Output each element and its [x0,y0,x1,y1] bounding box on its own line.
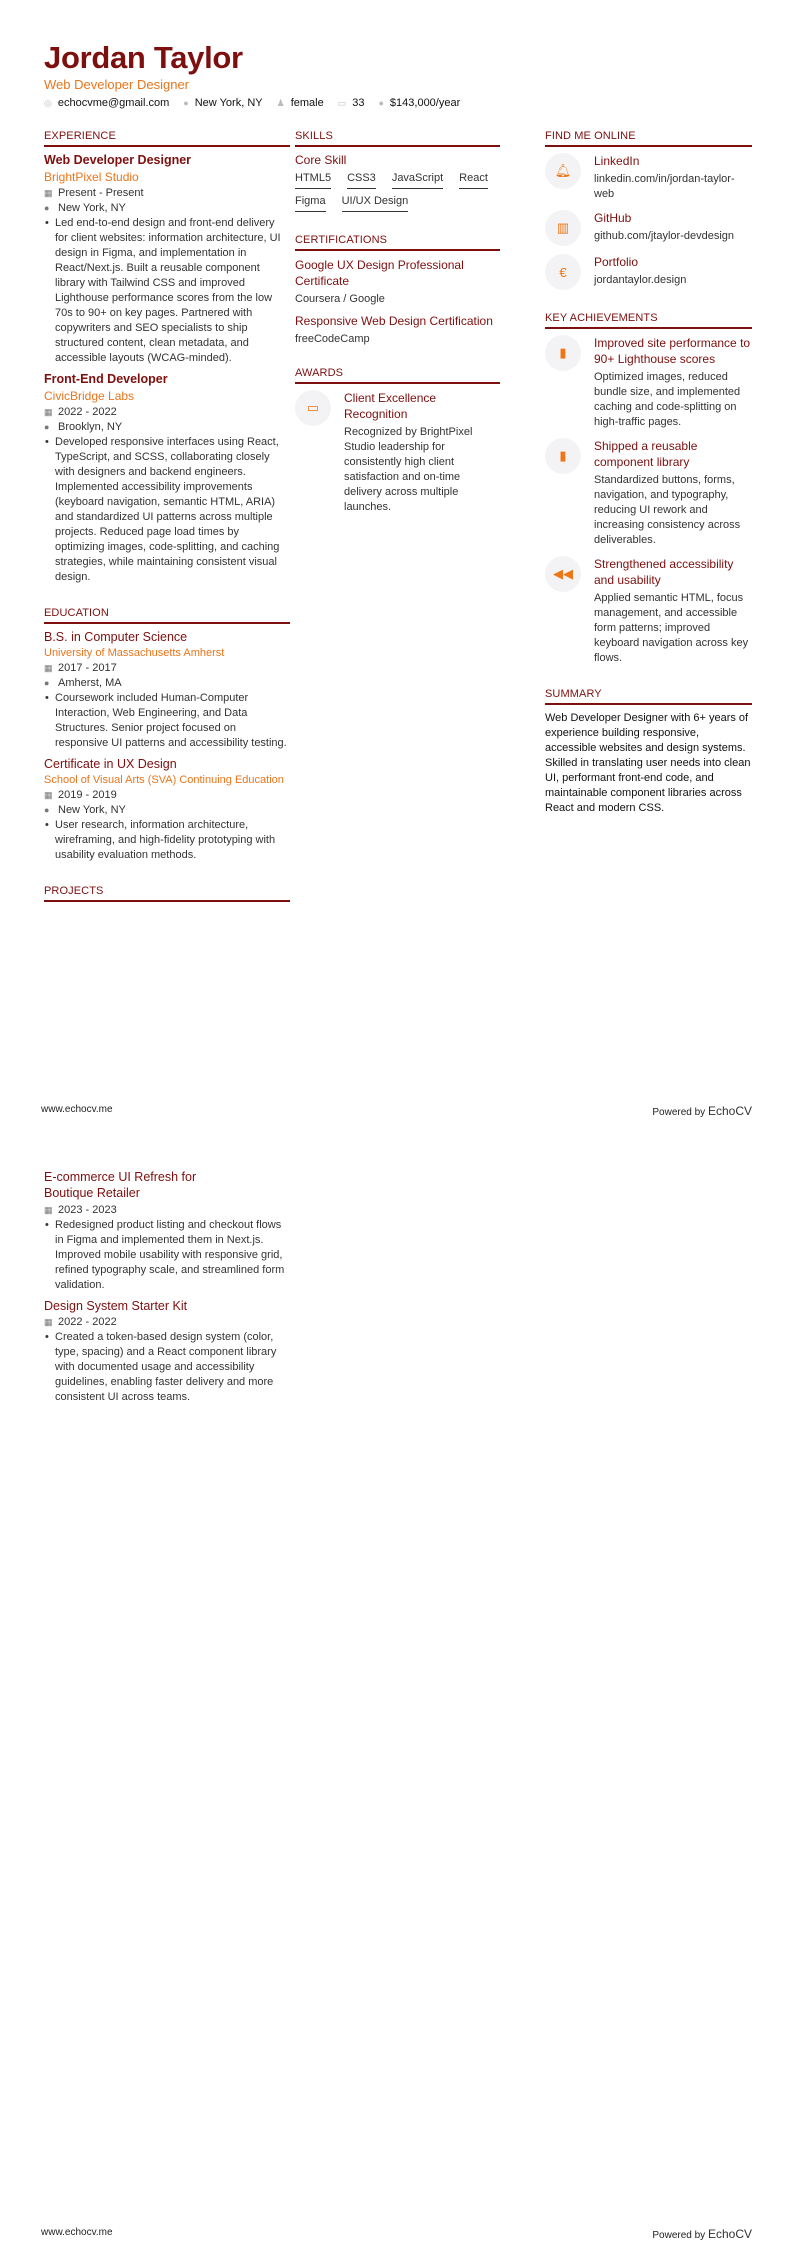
experience-section [44,130,290,585]
section-heading: EDUCATION [44,607,290,624]
candidate-title: Web Developer Designer [44,77,189,92]
achievement-title: Strengthened accessibility and usability [594,557,734,587]
entry-dates [44,789,290,801]
entry-bullet: • Created a token-based design system (color, type, spacing) and a React component library with documented usage and accessibility guidelines, enabling faster delivery and more consistent UI across teams. [44,1330,290,1405]
award-title: Client Excellence Recognition [344,391,437,421]
entry-degree: Certificate in UX Design [44,757,177,771]
achievement-desc: Optimized images, reduced bundle size, and implemented caching and code-splitting on high-traffic pages. [594,371,741,428]
online-link-linkedin[interactable] [545,153,752,202]
footer-powered [652,1104,752,1118]
entry-bullet: • Redesigned product listing and checkout flows in Figma and implemented them in Next.js. Improved mobile usability with responsive grid, refined typography scale, and streamlined form validation. [44,1218,290,1293]
entry-role: Front-End Developer [44,372,168,386]
entry-dates [44,406,290,418]
skills-section [295,130,500,212]
contact-email[interactable] [44,97,169,109]
link-label: Portfolio [594,255,639,269]
calendar-icon: ▦ [44,1316,53,1327]
page-footer [41,2227,752,2241]
online-link-github[interactable] [545,210,752,246]
euro-icon: € [545,254,581,290]
award-desc: Recognized by BrightPixel Studio leadership for consistently high client satisfaction and on-time delivery across multiple launches. [344,426,473,513]
contact-text: New York, NY [194,97,263,109]
footer-powered [652,2227,752,2241]
projects-section [44,885,290,902]
education-entry [44,757,290,863]
salary-icon: ● [378,98,384,108]
skill-group-title: Core Skill [295,153,347,167]
contact-text: 33 [352,97,365,109]
bell-icon: 🔔︎ [545,153,581,189]
skill-tag: UI/UX Design [342,195,409,212]
contact-text: $143,000/year [389,97,461,109]
summary-text: Web Developer Designer with 6+ years of experience building responsive, accessible websites and design systems. Skilled in translating user needs into clean UI, performant front-end code, and maintainable component libraries across React and modern CSS. [545,712,751,814]
left-column [44,130,290,924]
entry-bullet: • Developed responsive interfaces using React, TypeScript, and SCSS, collaborating closely with designers and backend engineers. Implemented accessibility improvements (keyboard navigation, semantic HTML, ARIA) and standardized UI patterns across multiple projects. Reduced page load times by optimizing images, code-splitting, and caching strategies, while maintaining consistent visual design. [44,435,290,585]
skill-tag: React [459,172,488,189]
location-icon: ● [44,678,50,688]
email-icon: ◎ [44,97,52,108]
project-title: E-commerce UI Refresh for Boutique Retailer [44,1170,197,1200]
skill-tag: Figma [295,195,326,212]
project-title: Design System Starter Kit [44,1299,188,1313]
education-section [44,607,290,863]
file-icon: ▮ [545,335,581,371]
section-heading: FIND ME ONLINE [545,130,752,147]
entry-school: School of Visual Arts (SVA) Continuing Education [44,774,284,786]
entry-location [44,421,290,433]
calendar-icon: ▦ [44,406,53,417]
location-text: New York, NY [58,804,126,816]
entry-location [44,202,290,214]
cert-title: Google UX Design Professional Certificate [295,258,464,288]
education-entry [44,630,290,751]
awards-section [295,367,500,515]
skill-tag: JavaScript [392,172,443,189]
dates-text: 2022 - 2022 [58,1316,117,1328]
link-label: LinkedIn [594,154,640,168]
achievement-title: Improved site performance to 90+ Lighthouse scores [594,336,751,366]
section-heading: SUMMARY [545,688,752,705]
section-heading: CERTIFICATIONS [295,234,500,251]
summary-section [545,688,752,816]
online-section [545,130,752,290]
contact-salary [378,97,460,109]
cert-title: Responsive Web Design Certification [295,314,493,328]
experience-entry [44,372,290,585]
entry-bullet: • Coursework included Human-Computer Interaction, Web Engineering, and Data Structures. Senior project focused on responsive UI patterns and accessibility testing. [44,691,290,751]
location-text: New York, NY [58,202,126,214]
building-icon: ▥ [545,210,581,246]
entry-location [44,804,290,816]
rewind-icon: ◀◀ [545,556,581,592]
dates-text: 2022 - 2022 [58,406,117,418]
achievement-item [545,335,752,430]
location-icon: ● [44,422,50,432]
powered-text: Powered by [652,1107,706,1118]
brand-name[interactable]: EchoCV [707,2227,752,2241]
cert-issuer: Coursera / Google [295,293,385,305]
achievement-desc: Standardized buttons, forms, navigation, and typography, reducing UI rework and increasing consistency across deliverables. [594,474,741,546]
achievement-item [545,556,752,666]
link-url[interactable]: linkedin.com/in/jordan-taylor-web [594,173,735,200]
contact-age [338,97,365,109]
calendar-icon: ▦ [44,187,53,198]
skill-tag: HTML5 [295,172,331,189]
calendar-icon: ▦ [44,1204,53,1215]
entry-location [44,677,290,689]
award-item [295,390,500,515]
dates-text: 2023 - 2023 [58,1204,117,1216]
experience-entry [44,153,290,366]
contact-location [183,97,262,109]
dates-text: 2017 - 2017 [58,662,117,674]
footer-site[interactable]: www.echocv.me [41,2227,113,2238]
achievement-title: Shipped a reusable component library [594,439,698,469]
project-entry [44,1299,290,1405]
entry-bullet: • User research, information architecture, wireframing, and high-fidelity prototyping with usability evaluation methods. [44,818,290,863]
file-zip-icon: ▮ [545,438,581,474]
calendar-icon: ▦ [44,662,53,673]
contact-gender [277,97,324,109]
link-label: GitHub [594,211,632,225]
skill-tag: CSS3 [347,172,376,189]
candidate-name: Jordan Taylor [44,40,243,75]
entry-role: Web Developer Designer [44,153,192,167]
calendar-icon: ▭ [295,390,331,426]
page-footer [41,1104,752,1118]
section-heading: EXPERIENCE [44,130,290,147]
right-column [545,130,752,838]
section-heading: PROJECTS [44,885,290,902]
link-url[interactable]: jordantaylor.design [594,274,687,286]
entry-dates [44,187,290,199]
entry-bullet: • Led end-to-end design and front-end delivery for client websites: information architecture, UI design in Figma, and implementation in React/Next.js. Built a reusable component library with Tailwind CSS and improved Lighthouse performance scores from the low 70s to 90+ on key pages. Partnered with copywriters and SEO specialists to ship structured content, clean metadata, and accessible layouts (WCAG-minded). [44,216,290,366]
entry-dates [44,1204,290,1216]
dates-text: Present - Present [58,187,144,199]
cert-issuer: freeCodeCamp [295,333,370,345]
brand-name[interactable]: EchoCV [707,1104,752,1118]
resume-page-2 [0,1123,794,2246]
entry-dates [44,1316,290,1328]
location-icon: ● [44,805,50,815]
achievement-desc: Applied semantic HTML, focus management, and accessible form patterns; improved keyboard navigation across key flows. [594,592,749,664]
footer-site[interactable]: www.echocv.me [41,1104,113,1115]
contact-row [44,97,460,109]
link-url[interactable]: github.com/jtaylor-devdesign [594,230,735,242]
middle-column [295,130,500,537]
dates-text: 2019 - 2019 [58,789,117,801]
powered-text: Powered by [652,2230,706,2241]
entry-school: University of Massachusetts Amherst [44,647,225,659]
project-entry [44,1169,290,1293]
online-link-portfolio[interactable] [545,254,752,290]
calendar-icon: ▦ [44,789,53,800]
entry-company: CivicBridge Labs [44,389,135,403]
calendar-icon: ▭ [337,97,347,108]
location-text: Brooklyn, NY [58,421,123,433]
section-heading: AWARDS [295,367,500,384]
left-column-continued [44,1167,290,1411]
section-heading: KEY ACHIEVEMENTS [545,312,752,329]
skill-tags [295,172,500,212]
location-text: Amherst, MA [58,677,122,689]
contact-text: female [290,97,324,109]
entry-company: BrightPixel Studio [44,170,139,184]
contact-text: echocvme@gmail.com [57,97,170,109]
achievement-item [545,438,752,548]
entry-dates [44,662,290,674]
entry-degree: B.S. in Computer Science [44,630,188,644]
location-icon: ● [44,203,50,213]
person-icon: ♟ [276,97,285,108]
section-heading: SKILLS [295,130,500,147]
achievements-section [545,312,752,666]
certifications-section [295,234,500,345]
location-icon: ● [183,98,189,108]
